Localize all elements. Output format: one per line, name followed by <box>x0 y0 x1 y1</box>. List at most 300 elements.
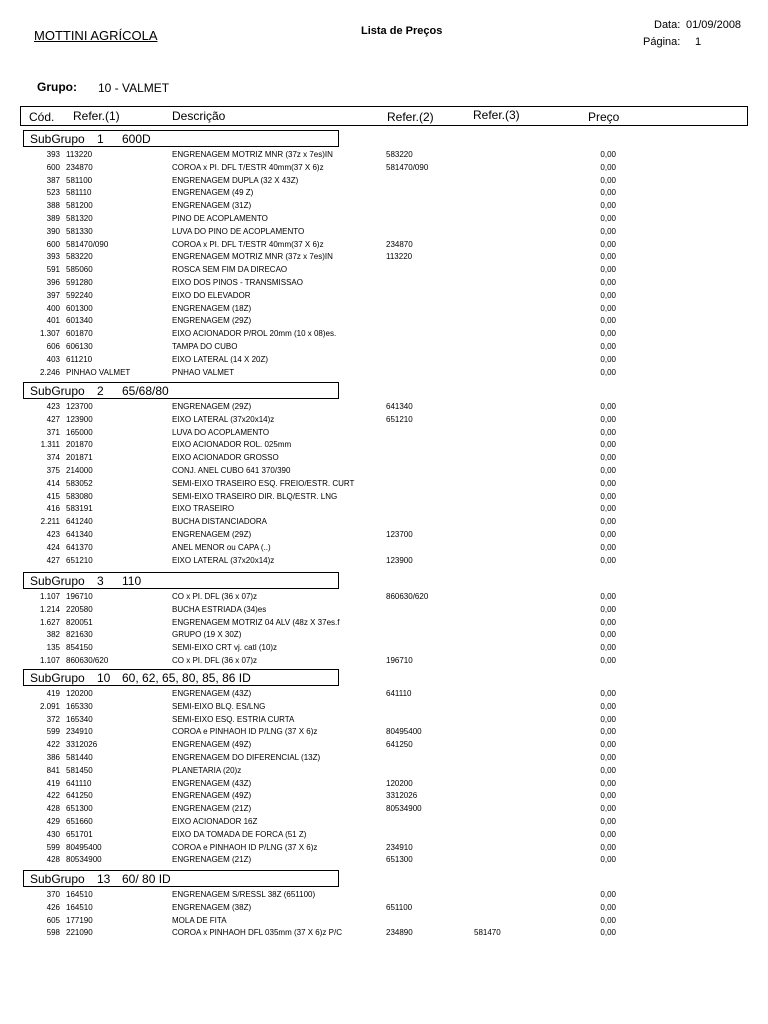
item-description: ENGRENAGEM (49 Z) <box>172 188 254 198</box>
page-label: Página: <box>643 36 681 48</box>
item-price: 0,00 <box>600 656 616 665</box>
item-code: 600 <box>46 239 60 249</box>
item-code: 2.246 <box>39 367 60 377</box>
item-refer1: 581110 <box>66 188 92 198</box>
item-price: 0,00 <box>600 354 616 364</box>
item-price: 0,00 <box>600 928 616 938</box>
item-refer1: 581100 <box>66 175 93 185</box>
item-price: 0,00 <box>600 427 616 437</box>
item-price: 0,00 <box>600 491 616 501</box>
item-price: 0,00 <box>600 740 616 750</box>
item-price: 0,00 <box>600 517 616 527</box>
item-description: TAMPA DO CUBO <box>172 342 238 351</box>
item-price: 0,00 <box>600 542 616 552</box>
item-description: ENGRENAGEM (29Z) <box>172 316 252 326</box>
item-refer1: 164510 <box>66 902 93 912</box>
item-price: 0,00 <box>600 829 616 839</box>
item-refer1: 821630 <box>66 630 93 640</box>
item-description: EIXO TRASEIRO <box>172 504 235 514</box>
table-row <box>0 739 768 751</box>
item-description: ROSCA SEM FIM DA DIRECAO <box>172 265 288 275</box>
item-code: 423 <box>46 402 60 411</box>
item-code: 1.627 <box>39 617 60 627</box>
item-description: ENGRENAGEM S/RESSL 38Z (651100) <box>172 890 316 899</box>
item-code: 393 <box>46 252 60 262</box>
date-value: 01/09/2008 <box>686 19 742 31</box>
item-code: 423 <box>46 530 60 539</box>
subgroup-header <box>23 572 339 589</box>
table-row <box>0 803 768 815</box>
item-refer2: 234890 <box>386 928 413 938</box>
item-refer1: 641110 <box>66 778 92 788</box>
item-price: 0,00 <box>600 150 616 159</box>
item-refer1: 220580 <box>66 604 93 614</box>
item-description: EIXO LATERAL (14 X 20Z) <box>172 354 269 364</box>
table-row <box>0 752 768 764</box>
item-price: 0,00 <box>600 689 616 698</box>
item-price: 0,00 <box>600 367 616 377</box>
item-description: COROA x PI. DFL T/ESTR 40mm(37 X 6)z <box>172 162 324 172</box>
item-refer1: 123700 <box>66 402 93 411</box>
item-code: 428 <box>46 804 60 814</box>
item-code: 599 <box>46 727 60 737</box>
table-row <box>0 315 768 327</box>
item-code: 600 <box>46 162 60 172</box>
item-price: 0,00 <box>600 604 616 614</box>
item-description: SEMI-EIXO CRT vj. catl (10)z <box>172 643 278 653</box>
table-row <box>0 765 768 777</box>
item-price: 0,00 <box>600 342 616 351</box>
subgroup-name: 60/ 80 ID <box>122 872 171 886</box>
group-value: 10 - VALMET <box>98 81 170 95</box>
item-price: 0,00 <box>600 414 616 424</box>
item-code: 598 <box>46 928 60 938</box>
item-code: 1.214 <box>39 604 60 614</box>
item-description: EIXO DA TOMADA DE FORCA (51 Z) <box>172 829 307 839</box>
item-price: 0,00 <box>600 175 616 185</box>
table-row <box>0 816 768 828</box>
subgroup-label: SubGrupo <box>30 384 85 398</box>
item-price: 0,00 <box>600 265 616 275</box>
item-code: 1.107 <box>39 592 60 601</box>
table-row <box>0 465 768 477</box>
item-price: 0,00 <box>600 188 616 198</box>
item-refer1: 581200 <box>66 201 93 211</box>
item-price: 0,00 <box>600 316 616 326</box>
item-price: 0,00 <box>600 791 616 801</box>
item-refer2: 641110 <box>386 689 412 698</box>
table-row <box>0 200 768 212</box>
table-row <box>0 854 768 866</box>
item-price: 0,00 <box>600 890 616 899</box>
item-description: EIXO ACIONADOR ROL. 025mm <box>172 440 292 450</box>
item-refer1: 581440 <box>66 753 93 762</box>
item-refer1: 585060 <box>66 265 93 275</box>
item-refer1: 583191 <box>66 504 93 514</box>
item-code: 2.211 <box>40 517 60 527</box>
table-row <box>0 414 768 426</box>
table-row <box>0 290 768 302</box>
item-price: 0,00 <box>600 804 616 814</box>
item-code: 422 <box>46 740 60 750</box>
item-refer1: 854150 <box>66 643 93 653</box>
item-refer2: 80534900 <box>386 804 422 814</box>
item-refer2: 120200 <box>386 778 413 788</box>
subgroup-header <box>23 130 339 147</box>
subgroup-header <box>23 382 339 399</box>
item-description: BUCHA ESTRIADA (34)es <box>172 604 267 614</box>
item-refer1: 165340 <box>66 714 93 724</box>
item-description: SEMI-EIXO ESQ. ESTRIA CURTA <box>172 714 295 724</box>
item-code: 396 <box>46 278 60 287</box>
item-description: PNHAO VALMET <box>172 367 235 377</box>
item-refer1: PINHAO VALMET <box>66 367 131 377</box>
table-row <box>0 516 768 528</box>
item-price: 0,00 <box>600 162 616 172</box>
item-refer2: 583220 <box>386 150 413 159</box>
item-code: 424 <box>46 542 60 552</box>
item-price: 0,00 <box>600 842 616 852</box>
table-row <box>0 701 768 713</box>
table-row <box>0 367 768 379</box>
item-price: 0,00 <box>600 765 616 775</box>
item-refer1: 611210 <box>66 354 93 364</box>
item-refer1: 641240 <box>66 517 93 527</box>
item-code: 841 <box>46 765 60 775</box>
table-row <box>0 478 768 490</box>
item-price: 0,00 <box>600 303 616 313</box>
subgroup-name: 600D <box>122 132 151 146</box>
item-description: PLANETARIA (20)z <box>172 765 242 775</box>
item-price: 0,00 <box>600 201 616 211</box>
col-refer2: Refer.(2) <box>387 110 434 124</box>
item-refer1: 581470/090 <box>66 239 109 249</box>
item-refer2: 113220 <box>386 252 413 262</box>
item-description: ENGRENAGEM DO DIFERENCIAL (13Z) <box>172 753 321 762</box>
item-refer1: 651701 <box>66 829 93 839</box>
subgroup-label: SubGrupo <box>30 872 85 886</box>
item-description: ANEL MENOR ou CAPA (..) <box>172 542 271 552</box>
item-price: 0,00 <box>600 643 616 653</box>
item-code: 1.307 <box>39 329 60 339</box>
table-row <box>0 239 768 251</box>
item-description: COROA x PI. DFL T/ESTR 40mm(37 X 6)z <box>172 239 324 249</box>
item-code: 419 <box>46 689 60 698</box>
item-code: 427 <box>46 414 60 424</box>
item-refer1: 201870 <box>66 440 93 450</box>
item-code: 2.091 <box>39 701 60 711</box>
item-description: ENGRENAGEM DUPLA (32 X 43Z) <box>172 175 299 185</box>
item-refer1: 641250 <box>66 791 93 801</box>
item-refer1: 165330 <box>66 701 93 711</box>
item-price: 0,00 <box>600 504 616 514</box>
item-code: 428 <box>46 855 60 865</box>
item-code: 591 <box>46 265 60 275</box>
item-code: 599 <box>46 842 60 852</box>
item-code: 422 <box>46 791 60 801</box>
item-description: EIXO LATERAL (37x20x14)z <box>172 555 275 565</box>
item-price: 0,00 <box>600 701 616 711</box>
item-description: COROA e PINHAOH ID P/LNG (37 X 6)z <box>172 727 318 737</box>
item-refer1: 3312026 <box>66 740 98 750</box>
table-row <box>0 726 768 738</box>
item-price: 0,00 <box>600 239 616 249</box>
item-description: GRUPO (19 X 30Z) <box>172 630 242 640</box>
item-price: 0,00 <box>600 753 616 762</box>
item-code: 415 <box>46 491 60 501</box>
table-row <box>0 303 768 315</box>
item-refer1: 592240 <box>66 290 93 300</box>
table-row <box>0 778 768 790</box>
table-row <box>0 175 768 187</box>
item-code: 403 <box>46 354 60 364</box>
item-description: EIXO DO ELEVADOR <box>172 290 251 300</box>
item-code: 397 <box>46 290 60 300</box>
item-description: COROA x PINHAOH DFL 035mm (37 X 6)z P/C <box>172 928 342 938</box>
item-code: 393 <box>46 150 60 159</box>
item-refer1: 80495400 <box>66 842 102 852</box>
item-refer1: 641340 <box>66 530 93 539</box>
item-refer2: 3312026 <box>386 791 418 801</box>
item-description: EIXO LATERAL (37x20x14)z <box>172 414 275 424</box>
item-refer1: 606130 <box>66 342 93 351</box>
item-description: ENGRENAGEM (38Z) <box>172 902 252 912</box>
item-price: 0,00 <box>600 617 616 627</box>
table-row <box>0 427 768 439</box>
item-refer1: 113220 <box>66 150 93 159</box>
item-code: 427 <box>46 555 60 565</box>
item-description: EIXO ACIONADOR 16Z <box>172 817 258 826</box>
table-row <box>0 629 768 641</box>
table-row <box>0 889 768 901</box>
item-description: ENGRENAGEM (29Z) <box>172 402 252 411</box>
table-row <box>0 226 768 238</box>
item-price: 0,00 <box>600 778 616 788</box>
item-refer1: 120200 <box>66 689 93 698</box>
item-refer1: 601870 <box>66 329 93 339</box>
subgroup-header <box>23 870 339 887</box>
item-description: LUVA DO PINO DE ACOPLAMENTO <box>172 226 305 236</box>
item-description: ENGRENAGEM MOTRIZ MNR (37z x 7es)IN <box>172 252 333 262</box>
item-code: 430 <box>46 829 60 839</box>
item-code: 382 <box>46 630 60 640</box>
item-price: 0,00 <box>600 214 616 223</box>
item-refer2: 581470/090 <box>386 162 429 172</box>
item-description: CO x PI. DFL (36 x 07)z <box>172 656 258 665</box>
item-refer2: 80495400 <box>386 727 422 737</box>
item-refer2: 196710 <box>386 656 413 665</box>
subgroup-number: 13 <box>97 872 111 886</box>
item-refer1: 164510 <box>66 890 93 899</box>
item-price: 0,00 <box>600 902 616 912</box>
item-refer1: 583080 <box>66 491 93 501</box>
item-description: COROA e PINHAOH ID P/LNG (37 X 6)z <box>172 842 318 852</box>
item-code: 416 <box>46 504 60 514</box>
item-description: ENGRENAGEM (21Z) <box>172 804 252 814</box>
item-code: 429 <box>46 817 60 826</box>
item-code: 387 <box>46 175 60 185</box>
item-refer2: 651210 <box>386 414 413 424</box>
table-row <box>0 341 768 353</box>
table-row <box>0 714 768 726</box>
item-description: ENGRENAGEM (49Z) <box>172 791 252 801</box>
company-name: MOTTINI AGRÍCOLA <box>34 28 158 43</box>
item-refer1: 820051 <box>66 617 93 627</box>
item-code: 1.311 <box>40 440 60 450</box>
item-code: 370 <box>46 890 60 899</box>
item-code: 401 <box>46 316 60 326</box>
item-description: ENGRENAGEM MOTRIZ 04 ALV (48z X 37es.f <box>172 617 340 627</box>
subgroup-name: 65/68/80 <box>122 384 169 398</box>
item-description: ENGRENAGEM (31Z) <box>172 201 252 211</box>
table-row <box>0 655 768 667</box>
table-row <box>0 542 768 554</box>
table-row <box>0 328 768 340</box>
table-row <box>0 277 768 289</box>
subgroup-number: 10 <box>97 671 111 685</box>
column-header <box>20 106 748 126</box>
item-refer1: 581330 <box>66 226 93 236</box>
table-row <box>0 264 768 276</box>
table-row <box>0 503 768 515</box>
table-row <box>0 790 768 802</box>
item-price: 0,00 <box>600 592 616 601</box>
item-price: 0,00 <box>600 226 616 236</box>
item-code: 386 <box>46 753 60 762</box>
subgroup-header <box>23 669 339 686</box>
item-code: 372 <box>46 714 60 724</box>
item-refer1: 581320 <box>66 214 93 223</box>
item-refer1: 221090 <box>66 928 93 938</box>
subgroup-number: 1 <box>97 132 104 146</box>
item-price: 0,00 <box>600 440 616 450</box>
item-refer1: 591280 <box>66 278 93 287</box>
item-code: 135 <box>46 643 60 653</box>
item-refer1: 214000 <box>66 466 93 475</box>
table-row <box>0 927 768 939</box>
item-price: 0,00 <box>600 855 616 865</box>
item-description: EIXO ACIONADOR GROSSO <box>172 453 279 463</box>
table-row <box>0 688 768 700</box>
item-price: 0,00 <box>600 530 616 539</box>
table-row <box>0 439 768 451</box>
col-refer3: Refer.(3) <box>473 108 520 122</box>
item-description: SEMI-EIXO TRASEIRO ESQ. FREIO/ESTR. CURT <box>172 478 355 488</box>
item-refer1: 860630/620 <box>66 656 109 665</box>
item-refer1: 651300 <box>66 804 93 814</box>
item-description: LUVA DO ACOPLAMENTO <box>172 427 270 437</box>
item-refer2: 123900 <box>386 555 413 565</box>
item-description: ENGRENAGEM (43Z) <box>172 778 252 788</box>
item-description: SEMI-EIXO BLQ. ES/LNG <box>172 701 266 711</box>
table-row <box>0 452 768 464</box>
item-description: CO x PI. DFL (36 x 07)z <box>172 592 258 601</box>
table-row <box>0 213 768 225</box>
table-row <box>0 187 768 199</box>
item-refer2: 234910 <box>386 842 413 852</box>
item-description: MOLA DE FITA <box>172 915 227 925</box>
item-refer1: 601300 <box>66 303 93 313</box>
table-row <box>0 591 768 603</box>
item-price: 0,00 <box>600 329 616 339</box>
item-refer1: 583052 <box>66 478 93 488</box>
item-code: 400 <box>46 303 60 313</box>
date-label: Data: <box>654 19 681 31</box>
item-code: 374 <box>46 453 60 463</box>
col-cod: Cód. <box>29 110 55 124</box>
item-refer1: 601340 <box>66 316 93 326</box>
item-description: BUCHA DISTANCIADORA <box>172 517 267 527</box>
table-row <box>0 902 768 914</box>
item-code: 605 <box>46 915 60 925</box>
table-row <box>0 604 768 616</box>
item-price: 0,00 <box>600 466 616 475</box>
table-row <box>0 642 768 654</box>
subgroup-label: SubGrupo <box>30 671 85 685</box>
item-price: 0,00 <box>600 278 616 287</box>
item-description: EIXO ACIONADOR P/ROL 20mm (10 x 08)es. <box>172 329 337 339</box>
item-price: 0,00 <box>600 402 616 411</box>
item-price: 0,00 <box>600 630 616 640</box>
item-code: 390 <box>46 226 60 236</box>
table-row <box>0 491 768 503</box>
item-price: 0,00 <box>600 817 616 826</box>
table-row <box>0 915 768 927</box>
page-number: 1 <box>695 36 702 48</box>
table-row <box>0 842 768 854</box>
subgroup-label: SubGrupo <box>30 132 85 146</box>
item-refer2: 234870 <box>386 239 413 249</box>
item-code: 388 <box>46 201 60 211</box>
item-code: 1.107 <box>39 656 60 665</box>
item-refer2: 641340 <box>386 402 413 411</box>
item-code: 389 <box>46 214 60 223</box>
item-price: 0,00 <box>600 478 616 488</box>
document-title: Lista de Preços <box>361 25 443 37</box>
item-code: 414 <box>46 478 60 488</box>
table-row <box>0 529 768 541</box>
item-refer1: 651660 <box>66 817 93 826</box>
item-refer2: 651300 <box>386 855 413 865</box>
item-description: ENGRENAGEM (43Z) <box>172 689 252 698</box>
item-refer2: 651100 <box>386 902 413 912</box>
item-refer2: 123700 <box>386 530 413 539</box>
item-refer2: 641250 <box>386 740 413 750</box>
item-description: ENGRENAGEM (29Z) <box>172 530 252 539</box>
subgroup-name: 60, 62, 65, 80, 85, 86 ID <box>122 671 251 685</box>
item-refer1: 80534900 <box>66 855 102 865</box>
table-row <box>0 617 768 629</box>
item-code: 606 <box>46 342 60 351</box>
item-refer1: 123900 <box>66 414 93 424</box>
item-refer1: 177190 <box>66 915 93 925</box>
item-refer1: 641370 <box>66 542 93 552</box>
item-price: 0,00 <box>600 714 616 724</box>
item-refer2: 860630/620 <box>386 592 429 601</box>
item-refer1: 234870 <box>66 162 93 172</box>
table-row <box>0 251 768 263</box>
table-row <box>0 555 768 567</box>
col-descricao: Descrição <box>172 109 226 123</box>
item-description: ENGRENAGEM (49Z) <box>172 740 252 750</box>
item-price: 0,00 <box>600 727 616 737</box>
item-description: ENGRENAGEM (21Z) <box>172 855 252 865</box>
item-price: 0,00 <box>600 290 616 300</box>
item-price: 0,00 <box>600 453 616 463</box>
item-refer3: 581470 <box>474 928 501 938</box>
table-row <box>0 401 768 413</box>
item-price: 0,00 <box>600 915 616 925</box>
